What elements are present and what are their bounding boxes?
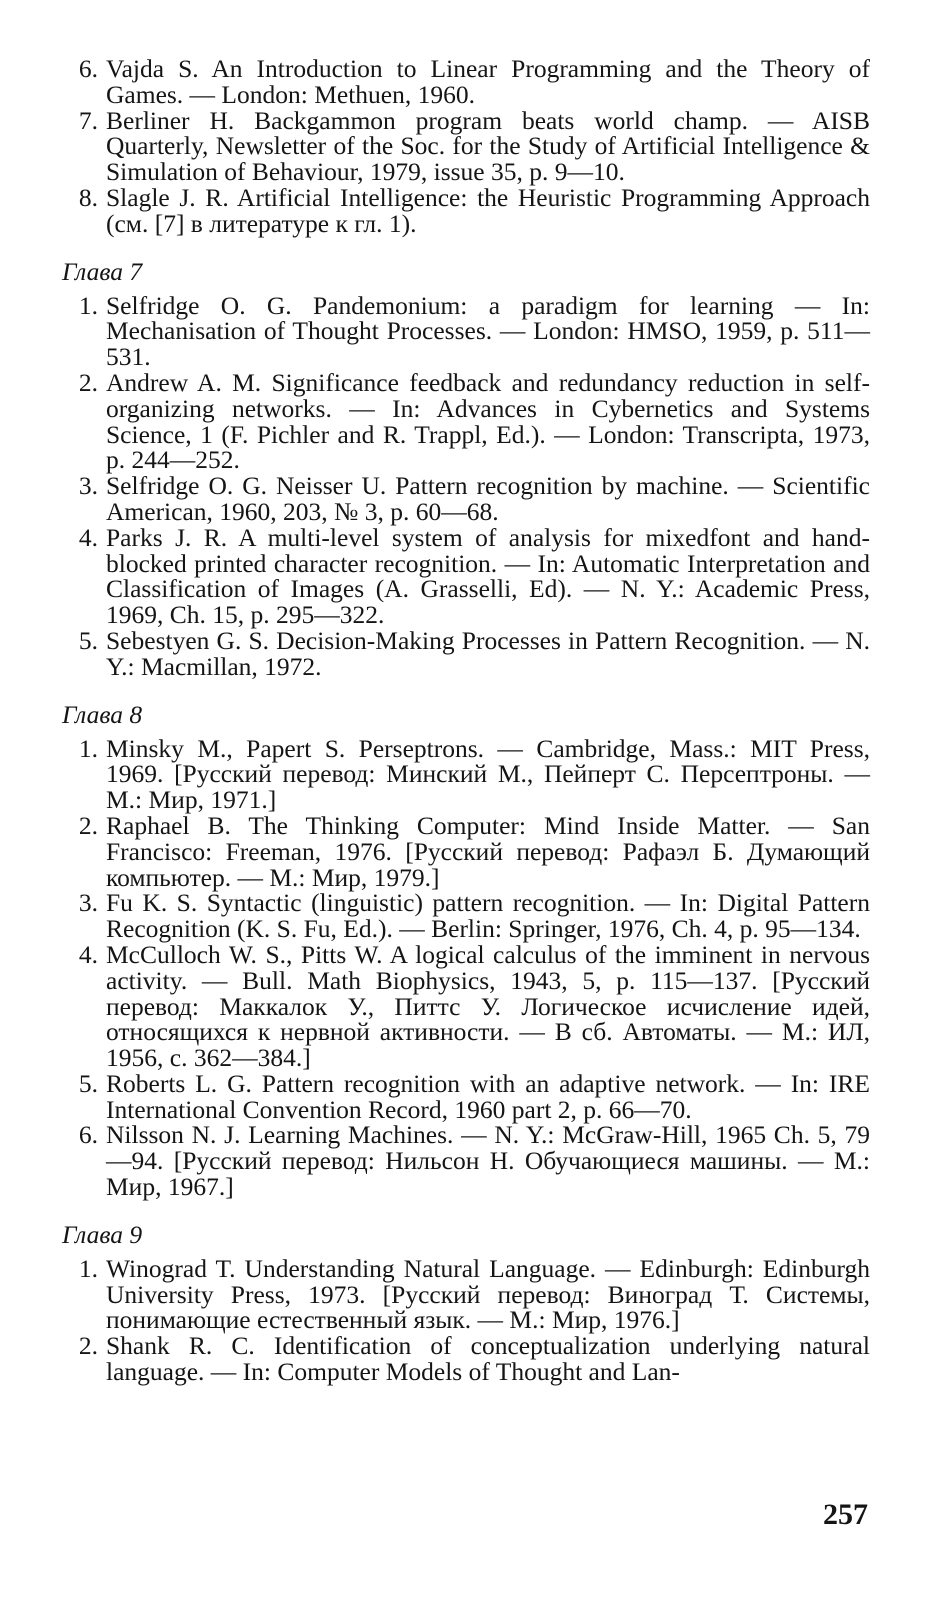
reference-number: 5. [78, 625, 98, 655]
reference-item [62, 473, 870, 525]
reference-number: 4. [78, 939, 98, 969]
reference-text: Sebestyen G. S. Decision-Making Processes in Pattern Recognition. — N. Y.: Macmillan, 1972. [106, 625, 870, 681]
reference-text: Vajda S. An Introduction to Linear Programming and the Theory of Games. — London: Methuen, 1960. [106, 54, 870, 109]
reference-number: 2. [78, 367, 98, 397]
reference-list [62, 733, 870, 1202]
chapter-heading: Глава 8 [62, 699, 143, 729]
reference-item [62, 1333, 870, 1385]
reference-text: Selfridge O. G. Neisser U. Pattern recognition by machine. — Scientific American, 1960, 203, № 3, p. 60—68. [106, 471, 870, 526]
reference-text: Minsky M., Papert S. Perseptrons. — Cambridge, Mass.: MIT Press, 1969. [Русский перевод: Минский М., Пейперт С. Персептроны. — М.: Мир, 1971.] [106, 733, 870, 815]
reference-text: Berliner H. Backgammon program beats world champ. — AISB Quarterly, Newsletter of the Soc. for the Study of Artificial Intelligence & Simulation of Behaviour, 1979, issue 35, p. 9—10. [106, 105, 870, 187]
reference-item [62, 522, 870, 630]
page-number: 257 [823, 1498, 868, 1531]
reference-text: Fu K. S. Syntactic (linguistic) pattern recognition. — In: Digital Pattern Recognition (K. S. Fu, Ed.). — Berlin: Springer, 1976, Ch. 4, p. 95—134. [106, 888, 870, 944]
reference-item [62, 105, 870, 187]
reference-item [62, 290, 870, 372]
reference-number: 6. [78, 1120, 98, 1150]
reference-item [62, 56, 870, 108]
reference-number: 3. [78, 888, 98, 918]
chapter-heading: Глава 9 [62, 1219, 143, 1249]
reference-number: 1. [78, 733, 98, 763]
reference-number: 1. [78, 1253, 98, 1283]
reference-list [62, 1253, 870, 1387]
reference-item [62, 810, 870, 892]
reference-text: Roberts L. G. Pattern recognition with an adaptive network. — In: IRE International Convention Record, 1960 part 2, p. 66—70. [106, 1068, 870, 1124]
reference-number: 2. [78, 1331, 98, 1361]
reference-text: Raphael B. The Thinking Computer: Mind Inside Matter. — San Francisco: Freeman, 1976. [Русский перевод: Рафаэл Б. Думающий компьютер. — М.: Мир, 1979.] [106, 810, 870, 892]
reference-number: 5. [78, 1068, 98, 1098]
reference-list [62, 290, 870, 681]
reference-text: Winograd T. Understanding Natural Language. — Edinburgh: Edinburgh University Press, 1973. [Русский перевод: Виноград Т. Системы, понимающие естественный язык. — М.: Мир, 1976.] [106, 1253, 870, 1335]
reference-number: 6. [78, 54, 98, 83]
reference-text: Nilsson N. J. Learning Machines. — N. Y.: McGraw-Hill, 1965 Ch. 5, 79—94. [Русский перевод: Нильсон Н. Обучающиеся машины. — М.: Мир, 1967.] [106, 1120, 870, 1202]
reference-number: 1. [78, 290, 98, 320]
reference-number: 2. [78, 810, 98, 840]
reference-item [62, 367, 870, 475]
reference-item [62, 182, 870, 238]
reference-item [62, 890, 870, 942]
reference-item [62, 1120, 870, 1202]
reference-text: Shank R. C. Identification of conceptualization underlying natural language. — In: Computer Models of Thought and Lan- [106, 1331, 870, 1387]
chapter-heading: Глава 7 [62, 256, 143, 286]
reference-item [62, 1068, 870, 1124]
reference-list [62, 56, 870, 237]
reference-text: Slagle J. R. Artificial Intelligence: the Heuristic Programming Approach (см. [7] в литературе к гл. 1). [106, 182, 870, 238]
reference-item [62, 1253, 870, 1335]
reference-item [62, 625, 870, 681]
reference-item [62, 939, 870, 1073]
reference-text: Parks J. R. A multi-level system of analysis for mixedfont and hand-blocked printed character recognition. — In: Automatic Interpretation and Classification of Images (A. Grasselli, Ed). — N. Y.: Academic Press, 1969, Ch. 15, p. 295—322. [106, 522, 870, 630]
reference-number: 3. [78, 471, 98, 501]
reference-text: Selfridge O. G. Pandemonium: a paradigm for learning — In: Mechanisation of Thought Processes. — London: HMSO, 1959, p. 511—531. [106, 290, 870, 372]
bibliography-page [62, 56, 870, 1385]
reference-number: 4. [78, 522, 98, 552]
reference-number: 8. [78, 182, 98, 212]
reference-item [62, 733, 870, 815]
reference-text: McCulloch W. S., Pitts W. A logical calculus of the imminent in nervous activity. — Bull. Math Biophysics, 1943, 5, p. 115—137. [Русский перевод: Маккалок У., Питтс У. Логическое исчисление идей, относящихся к нервной активности. — В сб. Автоматы. — М.: ИЛ, 1956, с. 362—384.] [106, 939, 870, 1073]
reference-text: Andrew A. M. Significance feedback and redundancy reduction in self-organizing networks. — In: Advances in Cybernetics and Systems Science, 1 (F. Pichler and R. Trappl, Ed.). — London: Transcripta, 1973, p. 244—252. [106, 367, 870, 475]
reference-number: 7. [78, 105, 98, 135]
